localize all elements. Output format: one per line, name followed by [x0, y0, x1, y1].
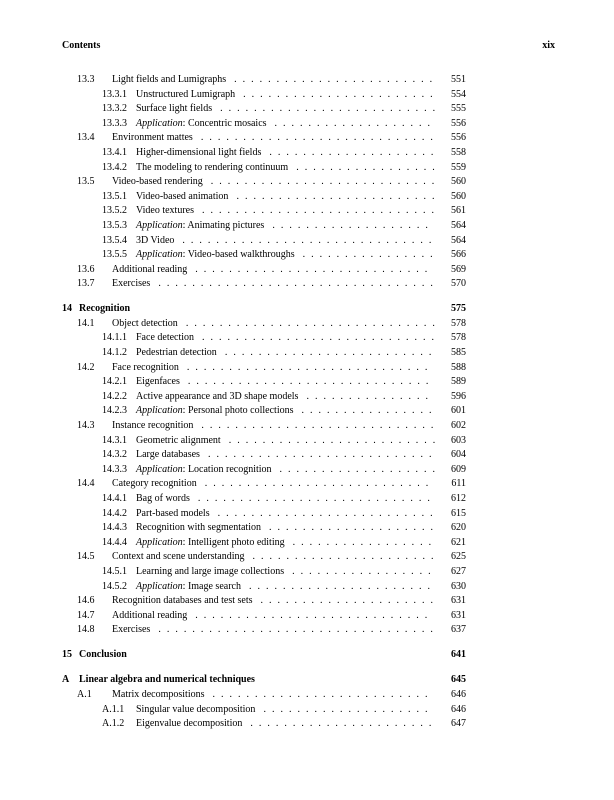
toc-entry-title: [102, 234, 174, 249]
toc-entry-title: [102, 331, 194, 346]
toc-entry-title: [102, 190, 228, 205]
toc-entry-title: [77, 263, 187, 278]
toc-entry-page: 603: [451, 434, 466, 446]
toc-entry-text: Active appearance and 3D shape models: [136, 390, 299, 402]
toc-entry-title: [77, 73, 226, 88]
toc-entry-page: 569: [451, 263, 466, 275]
toc-entry[interactable]: [0, 492, 614, 507]
toc-entry-title: [77, 419, 193, 434]
toc-entry-page: 558: [451, 146, 466, 158]
toc-entry-page: 602: [451, 420, 466, 432]
toc-entry-text: Recognition: [79, 303, 131, 315]
toc-entry[interactable]: [0, 175, 614, 190]
toc-entry-number: 14.3: [77, 420, 95, 432]
toc-entry-text: Matrix decompositions: [112, 688, 205, 700]
toc-entry-title: [102, 404, 294, 419]
toc-entry-title: [77, 609, 187, 624]
toc-entry-text: : Animating pictures: [182, 219, 265, 231]
toc-entry-text: Video-based animation: [136, 190, 229, 202]
toc-entry-number: 14.1.2: [102, 347, 127, 359]
toc-entry-title: [62, 673, 255, 688]
toc-entry-number: 13.5.5: [102, 249, 127, 261]
toc-entry-page: 566: [451, 249, 466, 261]
dot-leader: ................: [302, 249, 439, 261]
toc-entry-title: [102, 565, 284, 580]
toc-entry-title: [102, 434, 221, 449]
dot-leader: .........................: [228, 434, 442, 446]
toc-entry-title: [77, 317, 178, 332]
dot-leader: .............................: [187, 376, 435, 388]
toc-entry-title: [77, 550, 244, 565]
toc-entry-text: The modeling to rendering continuum: [136, 161, 289, 173]
dot-leader: ...................: [272, 219, 434, 231]
toc-entry[interactable]: [0, 580, 614, 595]
toc-entry-text: Higher-dimensional light fields: [136, 146, 262, 158]
toc-entry-page: 564: [451, 234, 466, 246]
toc-entry-text: Instance recognition: [112, 420, 194, 432]
dot-leader: ..............................: [182, 234, 438, 246]
toc-entry-page: 604: [451, 449, 466, 461]
dot-leader: ...........................: [210, 176, 441, 188]
toc-entry-number: 14.3.2: [102, 449, 127, 461]
toc-entry[interactable]: [0, 146, 614, 161]
toc-entry-text: Large databases: [136, 449, 200, 461]
dot-leader: ........................: [234, 74, 439, 85]
toc-entry-page: 627: [451, 565, 466, 577]
toc-entry[interactable]: [0, 536, 614, 551]
toc-entry-title: [77, 361, 179, 376]
toc-entry[interactable]: [0, 375, 614, 390]
dot-leader: ...........................: [204, 478, 435, 490]
dot-leader: ........................: [236, 190, 441, 202]
toc-entry-number: 14.2.3: [102, 405, 127, 417]
header-title: Contents: [62, 40, 101, 51]
toc-entry-page: 556: [451, 132, 466, 144]
toc-entry-text: : Personal photo collections: [182, 405, 294, 417]
toc-chapter-entry[interactable]: [0, 648, 614, 663]
dot-leader: ....................: [263, 703, 434, 715]
dot-leader: ......................: [250, 718, 438, 730]
toc-entry-title: [102, 346, 217, 361]
toc-entry[interactable]: [0, 102, 614, 117]
toc-entry-text: Recognition databases and test sets: [112, 595, 253, 607]
dot-leader: ............................: [202, 332, 441, 344]
toc-entry-application-label: Application: [136, 405, 183, 417]
toc-entry-number: 14.5: [77, 551, 95, 563]
toc-entry-page: 555: [451, 103, 466, 115]
toc-entry-title: [102, 204, 194, 219]
dot-leader: ............................: [202, 205, 440, 217]
toc-entry-application-label: Application: [136, 463, 183, 475]
toc-entry[interactable]: [0, 594, 614, 609]
toc-entry-text: Unstructured Lumigraph: [136, 88, 236, 100]
toc-entry-title: [102, 102, 212, 117]
toc-entry[interactable]: [0, 361, 614, 376]
toc-entry-application-label: Application: [136, 219, 183, 231]
toc-entry-text: Part-based models: [136, 507, 210, 519]
toc-entry-number: 14.3.3: [102, 463, 127, 475]
toc-entry-title: [102, 521, 261, 536]
toc-entry[interactable]: [0, 277, 614, 292]
dot-leader: ......................: [248, 580, 436, 592]
toc-entry-title: [77, 623, 150, 638]
toc-entry-number: 14.1: [77, 317, 95, 329]
toc-entry-number: 14.4.1: [102, 493, 127, 505]
toc-entry-text: Bag of words: [136, 493, 190, 505]
toc-entry-number: 13.5.4: [102, 234, 127, 246]
toc-entry-title: [102, 248, 295, 263]
toc-entry-text: Eigenfaces: [136, 376, 180, 388]
toc-entry[interactable]: [0, 161, 614, 176]
toc-entry[interactable]: [0, 463, 614, 478]
dot-leader: ............................: [201, 420, 440, 432]
toc-entry-text: Environment mattes: [112, 132, 193, 144]
toc-entry-text: Geometric alignment: [136, 434, 221, 446]
toc-entry-number: 14.4: [77, 478, 95, 490]
toc-entry[interactable]: [0, 190, 614, 205]
toc-entry-title: [102, 492, 190, 507]
toc-entry-page: 560: [451, 176, 466, 188]
toc-entry-number: A.1.2: [102, 718, 125, 730]
dot-leader: ....................: [269, 146, 440, 158]
toc-entry[interactable]: [0, 609, 614, 624]
toc-entry-text: Object detection: [112, 317, 178, 329]
toc-entry-title: [102, 390, 298, 405]
toc-entry-page: 575: [451, 303, 466, 315]
toc-entry[interactable]: [0, 550, 614, 565]
toc-entry[interactable]: [0, 521, 614, 536]
toc-entry-number: 13.5.1: [102, 190, 127, 202]
toc-entry-title: [102, 219, 264, 234]
toc-chapter-entry[interactable]: [0, 673, 614, 688]
toc-entry[interactable]: [0, 434, 614, 449]
toc-entry[interactable]: [0, 88, 614, 103]
toc-entry-page: 556: [451, 117, 466, 129]
header-page-number: xix: [542, 40, 555, 51]
dot-leader: ...........................: [207, 449, 438, 461]
toc-entry-title: [102, 580, 241, 595]
toc-entry-number: A.1: [77, 688, 92, 700]
toc-entry-text: Video textures: [136, 205, 194, 217]
toc-entry-page: 625: [451, 551, 466, 563]
toc-entry-title: [77, 131, 193, 146]
toc-entry-title: [77, 477, 197, 492]
toc-entry[interactable]: [0, 346, 614, 361]
toc-entry-text: Light fields and Lumigraphs: [112, 74, 227, 85]
toc-entry-page: 630: [451, 580, 466, 592]
dot-leader: .................: [292, 536, 438, 548]
toc-entry-page: 554: [451, 88, 466, 100]
toc-entry-title: [102, 536, 285, 551]
toc-entry-number: 13.5.2: [102, 205, 127, 217]
toc-entry-page: 645: [451, 674, 466, 686]
toc-entry-number: 14.8: [77, 624, 95, 636]
toc-entry[interactable]: [0, 131, 614, 146]
toc-entry[interactable]: [0, 477, 614, 492]
toc-entry-number: 14.4.2: [102, 507, 127, 519]
toc-entry-title: [102, 448, 200, 463]
toc-entry-title: [102, 463, 272, 478]
toc-entry-number: 13.5.3: [102, 219, 127, 231]
toc-entry-text: Context and scene understanding: [112, 551, 245, 563]
toc-entry-text: Video-based rendering: [112, 176, 203, 188]
toc-entry-number: 13.7: [77, 278, 95, 290]
toc-entry-number: 13.6: [77, 263, 95, 275]
toc-entry-page: 559: [451, 161, 466, 173]
toc-entry-number: 13.3.3: [102, 117, 127, 129]
toc-entry-page: 637: [451, 624, 466, 636]
toc-entry-page: 615: [451, 507, 466, 519]
toc-entry[interactable]: [0, 219, 614, 234]
toc-entry[interactable]: [0, 404, 614, 419]
toc-entry-page: 646: [451, 688, 466, 700]
toc-entry-number: 14.7: [77, 609, 95, 621]
toc-chapter-entry[interactable]: [0, 302, 614, 317]
toc-entry-number: 14.2.1: [102, 376, 127, 388]
toc-entry-title: [102, 161, 288, 176]
toc-entry-title: [77, 688, 205, 703]
dot-leader: .....................: [260, 595, 440, 607]
toc-entry[interactable]: [0, 234, 614, 249]
toc-entry-page: 589: [451, 376, 466, 388]
dot-leader: .........................: [224, 347, 438, 359]
toc-entry-number: A: [62, 674, 70, 686]
toc-entry-text: Pedestrian detection: [136, 347, 217, 359]
toc-entry-page: 585: [451, 347, 466, 359]
toc-entry-number: 13.5: [77, 176, 95, 188]
toc-entry-title: [102, 88, 235, 103]
toc-entry-text: Additional reading: [112, 263, 188, 275]
toc-entry-number: 13.3.2: [102, 103, 127, 115]
toc-entry[interactable]: [0, 565, 614, 580]
toc-entry-text: Exercises: [112, 278, 151, 290]
toc-entry-page: 641: [451, 649, 466, 661]
dot-leader: ............................: [195, 609, 434, 621]
toc-entry-title: [102, 146, 261, 161]
toc-entry-title: [77, 175, 203, 190]
toc-entry-page: 570: [451, 278, 466, 290]
dot-leader: ............................: [197, 493, 436, 505]
toc-entry[interactable]: [0, 117, 614, 132]
toc-entry-application-label: Application: [136, 117, 183, 129]
toc-entry-page: 612: [451, 493, 466, 505]
toc-entry-text: Learning and large image collections: [136, 565, 285, 577]
toc-entry-text: : Location recognition: [182, 463, 272, 475]
dot-leader: ..............................: [185, 317, 441, 329]
toc-entry-page: 646: [451, 703, 466, 715]
toc-entry[interactable]: [0, 688, 614, 703]
dot-leader: ............................: [200, 132, 439, 144]
dot-leader: .................................: [158, 278, 439, 290]
toc-entry[interactable]: [0, 263, 614, 278]
dot-leader: .................: [296, 161, 441, 173]
toc-entry-page: 596: [451, 390, 466, 402]
toc-entry-number: 13.4: [77, 132, 95, 144]
dot-leader: ..........................: [220, 103, 442, 115]
toc-entry-number: 13.3.1: [102, 88, 127, 100]
toc-entry-title: [77, 594, 253, 609]
toc-entry-number: 13.4.1: [102, 146, 127, 158]
toc-entry-number: 15: [62, 649, 72, 661]
dot-leader: ..........................: [217, 507, 439, 519]
toc-entry-number: 14.2.2: [102, 390, 127, 402]
toc-entry-application-label: Application: [136, 249, 183, 261]
toc-entry[interactable]: [0, 390, 614, 405]
toc-entry-application-label: Application: [136, 536, 183, 548]
toc-entry-text: Recognition with segmentation: [136, 522, 261, 534]
dot-leader: .......................: [243, 88, 439, 100]
toc-entry-page: 611: [451, 478, 466, 490]
toc-entry-page: 551: [451, 74, 466, 85]
dot-leader: ..........................: [212, 688, 434, 700]
toc-entry-page: 621: [451, 536, 466, 548]
toc-entry-page: 601: [451, 405, 466, 417]
toc-entry-text: Category recognition: [112, 478, 197, 490]
toc-entry-text: Conclusion: [79, 649, 127, 661]
toc-entry-text: : Image search: [182, 580, 241, 592]
toc-entry-page: 609: [451, 463, 466, 475]
toc-entry[interactable]: [0, 248, 614, 263]
toc-entry-page: 631: [451, 595, 466, 607]
toc-entry[interactable]: [0, 448, 614, 463]
toc-entry-page: 647: [451, 718, 466, 730]
dot-leader: ....................: [268, 522, 439, 534]
toc-entry-number: 14.6: [77, 595, 95, 607]
toc-entry-text: 3D Video: [136, 234, 175, 246]
toc-entry-text: Face detection: [136, 332, 195, 344]
toc-entry-title: [102, 507, 210, 522]
toc-entry-number: 14.5.2: [102, 580, 127, 592]
toc-entry-text: Surface light fields: [136, 103, 213, 115]
toc-entry[interactable]: [0, 317, 614, 332]
toc-entry-number: A.1.1: [102, 703, 125, 715]
toc-entry-title: [62, 302, 130, 317]
toc-entry-number: 14: [62, 303, 72, 315]
toc-entry-text: Singular value decomposition: [136, 703, 256, 715]
toc-entry-number: 13.4.2: [102, 161, 127, 173]
dot-leader: ...............: [306, 390, 434, 402]
toc-entry[interactable]: [0, 507, 614, 522]
toc-entry[interactable]: [0, 717, 614, 732]
toc-entry-page: 561: [451, 205, 466, 217]
toc-entry-title: [77, 277, 150, 292]
toc-entry-title: [102, 375, 180, 390]
dot-leader: ................: [301, 405, 438, 417]
toc-entry-page: 564: [451, 219, 466, 231]
toc-entry-application-label: Application: [136, 580, 183, 592]
toc-entry-text: : Concentric mosaics: [182, 117, 267, 129]
toc-entry-text: : Intelligent photo editing: [182, 536, 285, 548]
toc-entry-number: 14.1.1: [102, 332, 127, 344]
toc-entry[interactable]: [0, 331, 614, 346]
toc-entry[interactable]: [0, 73, 614, 88]
table-of-contents: [0, 73, 614, 732]
toc-entry-page: 631: [451, 609, 466, 621]
toc-entry-title: [102, 117, 267, 132]
toc-entry-title: [62, 648, 127, 663]
toc-entry-page: 620: [451, 522, 466, 534]
toc-entry-number: 14.3.1: [102, 434, 127, 446]
toc-entry-page: 588: [451, 361, 466, 373]
toc-entry-number: 14.2: [77, 361, 95, 373]
toc-entry-text: Additional reading: [112, 609, 188, 621]
toc-entry-page: 578: [451, 332, 466, 344]
dot-leader: ......................: [252, 551, 440, 563]
toc-entry[interactable]: [0, 204, 614, 219]
toc-entry[interactable]: [0, 623, 614, 638]
toc-entry-number: 13.3: [77, 74, 95, 85]
dot-leader: .................................: [158, 624, 439, 636]
dot-leader: .............................: [186, 361, 434, 373]
toc-entry-number: 14.4.4: [102, 536, 127, 548]
toc-entry-page: 560: [451, 190, 466, 202]
toc-entry-text: Eigenvalue decomposition: [136, 718, 243, 730]
toc-entry-text: Face recognition: [112, 361, 179, 373]
dot-leader: ...................: [279, 463, 442, 475]
toc-entry[interactable]: [0, 703, 614, 718]
toc-entry-number: 14.4.3: [102, 522, 127, 534]
toc-entry-text: : Video-based walkthroughs: [182, 249, 295, 261]
toc-entry-page: 578: [451, 317, 466, 329]
toc-entry[interactable]: [0, 419, 614, 434]
toc-entry-number: 14.5.1: [102, 565, 127, 577]
toc-entry-text: Exercises: [112, 624, 151, 636]
running-header: [62, 40, 555, 54]
toc-entry-title: [102, 717, 242, 732]
dot-leader: ...................: [274, 117, 437, 129]
dot-leader: ............................: [195, 263, 434, 275]
toc-entry-text: Linear algebra and numerical techniques: [79, 674, 255, 686]
dot-leader: .................: [292, 565, 437, 577]
toc-entry-title: [102, 703, 255, 718]
